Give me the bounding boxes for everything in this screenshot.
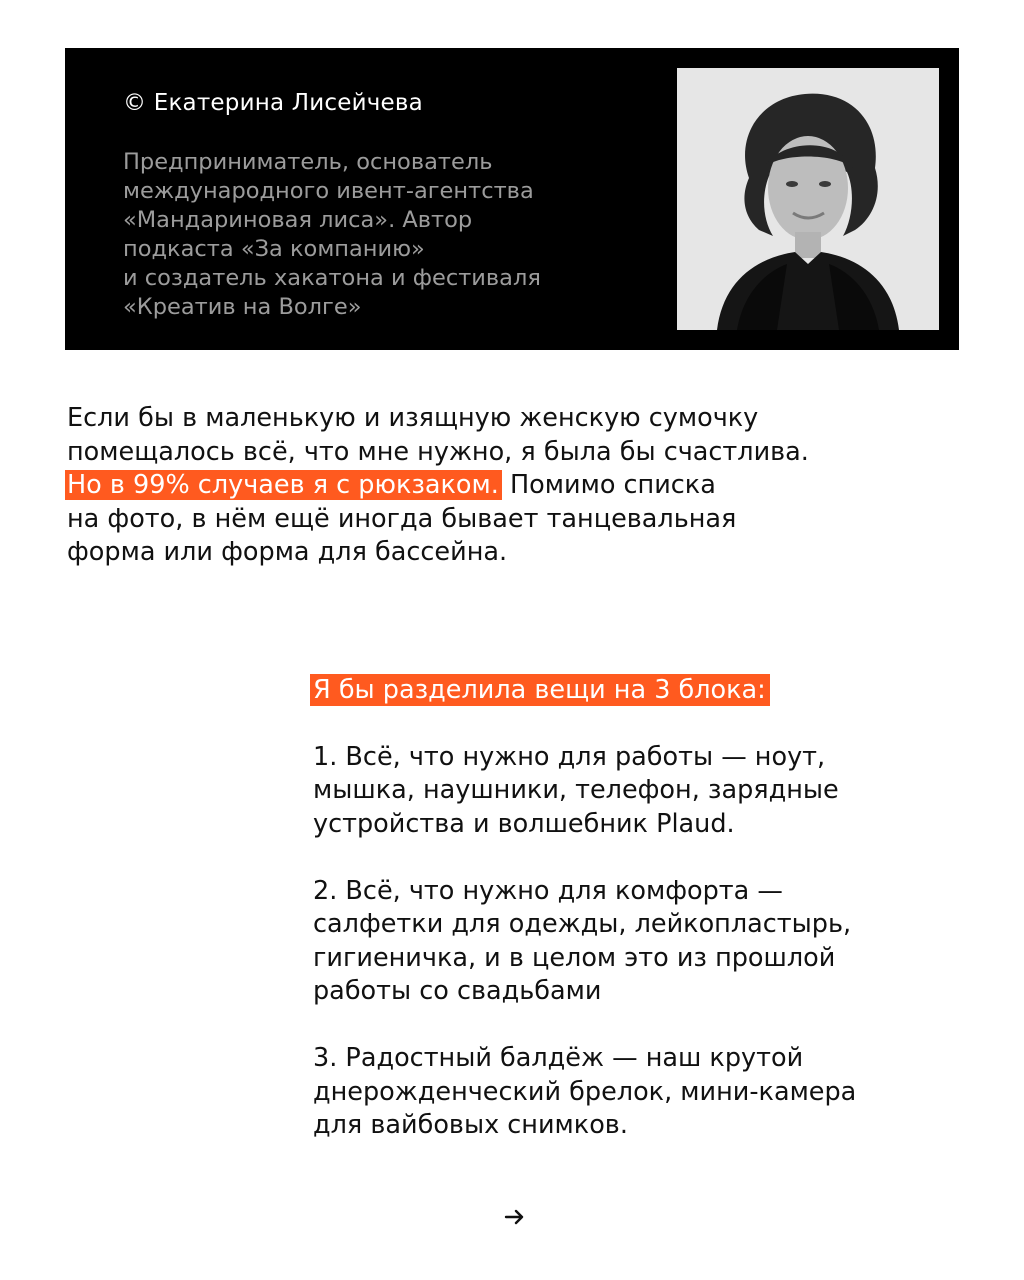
intro-line [67, 469, 967, 503]
block-item-line: гигиеничка, и в целом это из прошлой [313, 942, 836, 973]
block-item-title: 3. Радостный балдёж [313, 1043, 604, 1073]
intro-paragraph [67, 402, 967, 570]
block-item-rest: — [749, 875, 783, 906]
author-bio-line: «Мандариновая лиса». Автор [123, 207, 473, 233]
block-item-work [313, 741, 1003, 842]
author-name: © Екатерина Лисейчева [123, 90, 423, 116]
intro-line: форма или форма для бассейна. [67, 537, 508, 567]
block-item-line: устройства и волшебник Plaud. [313, 808, 735, 839]
author-bio [123, 148, 623, 322]
block-item-line: мышка, наушники, телефон, зарядные [313, 775, 839, 805]
intro-line-rest: Помимо списка [501, 470, 716, 500]
block-item-first-line [313, 741, 1003, 775]
author-bio-line: подкаста «За компанию» [123, 236, 425, 262]
block-item-rest: — ноут, [713, 741, 826, 772]
arrow-right-icon[interactable] [504, 1208, 526, 1226]
block-item-title: 2. Всё, что нужно для комфорта [313, 875, 750, 906]
block-item-rest: — наш крутой [603, 1043, 804, 1073]
intro-line: помещалось всё, что мне нужно, я была бы счастлива. [67, 436, 809, 467]
blocks-heading-highlight: Я бы разделила вещи на 3 блока: [310, 674, 770, 706]
author-bio-line: международного ивент-агентства [123, 178, 534, 204]
block-item-comfort [313, 875, 1003, 1009]
block-item-line: работы со свадьбами [313, 976, 602, 1006]
block-item-first-line [313, 875, 1003, 909]
block-item-line: днерожденческий брелок, мини-камера [313, 1076, 857, 1107]
intro-line: Если бы в маленькую и изящную женскую сумочку [67, 403, 759, 433]
block-item-first-line [313, 1042, 1003, 1076]
blocks-heading [313, 674, 1003, 708]
author-bio-line: и создатель хакатона и фестиваля [123, 265, 541, 291]
intro-line: на фото, в нём ещё иногда бывает танцевальная [67, 503, 737, 534]
author-card [65, 48, 959, 350]
intro-highlight: Но в 99% случаев я с рюкзаком. [65, 470, 502, 500]
author-photo [677, 68, 939, 330]
block-item-title: 1. Всё, что нужно для работы [313, 741, 714, 772]
blocks-section [313, 674, 1003, 1176]
block-item-line: салфетки для одежды, лейкопластырь, [313, 909, 852, 939]
block-item-joy [313, 1042, 1003, 1143]
author-bio-line: Предприниматель, основатель [123, 149, 493, 175]
block-item-line: для вайбовых снимков. [313, 1110, 628, 1140]
author-bio-line: «Креатив на Волге» [123, 294, 362, 320]
author-portrait-icon [677, 68, 939, 330]
